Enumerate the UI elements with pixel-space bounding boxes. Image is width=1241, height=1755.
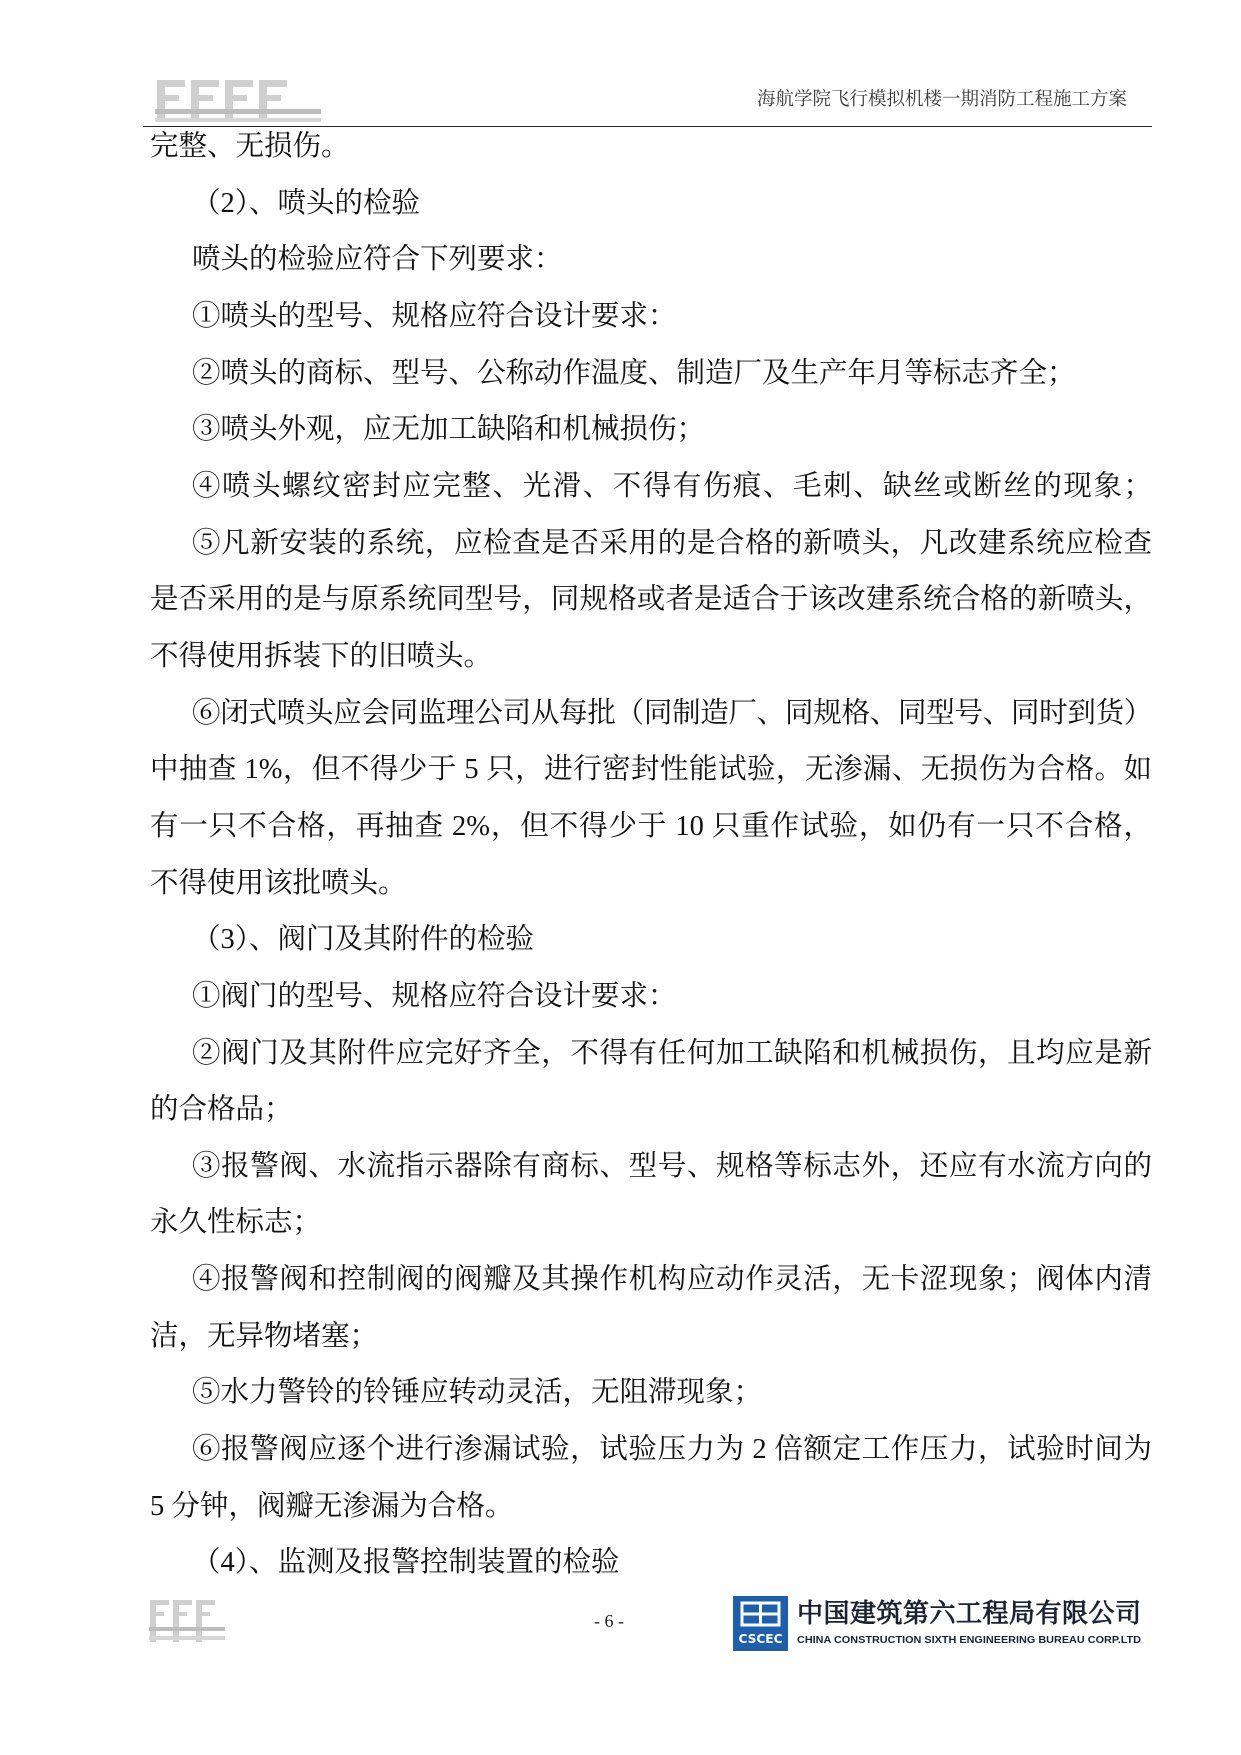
valve-item-6 <box>150 1422 1152 1535</box>
sprinkler-item-2 <box>150 346 1152 403</box>
valve-item-2 <box>150 1026 1152 1139</box>
text-line: 永久性标志； <box>150 1207 322 1239</box>
text-line: ④喷头螺纹密封应完整、光滑、不得有伤痕、毛刺、缺丝或断丝的现象； <box>192 470 1152 502</box>
sprinkler-item-5 <box>150 516 1152 686</box>
section-heading-monitoring-alarm-inspection <box>150 1535 1152 1592</box>
valve-item-4 <box>150 1252 1152 1365</box>
valve-item-5 <box>150 1365 1152 1422</box>
text-line: ⑤凡新安装的系统，应检查是否采用的是合格的新喷头，凡改建系统应检查 <box>192 527 1152 559</box>
section-heading-sprinkler-inspection <box>150 176 1152 233</box>
section-heading-valve-inspection <box>150 912 1152 969</box>
text-line: 不得使用拆装下的旧喷头。 <box>150 640 493 672</box>
text-line: ①喷头的型号、规格应符合设计要求： <box>192 300 677 332</box>
text-line: 中抽查 1%，但不得少于 5 只，进行密封性能试验，无渗漏、无损伤为合格。如 <box>150 754 1152 786</box>
text-line: ④报警阀和控制阀的阀瓣及其操作机构应动作灵活，无卡涩现象；阀体内清 <box>192 1264 1152 1296</box>
text-line: 5 分钟，阀瓣无渗漏为合格。 <box>150 1490 514 1522</box>
text-line: 洁，无异物堵塞； <box>150 1320 379 1352</box>
valve-item-3 <box>150 1139 1152 1252</box>
text-line: ⑥闭式喷头应会同监理公司从每批（同制造厂、同规格、同型号、同时到货） <box>192 697 1152 729</box>
valve-item-1 <box>150 969 1152 1026</box>
footer-logo-mark <box>149 1596 225 1644</box>
header-title: 海航学院飞行模拟机楼一期消防工程施工方案 <box>756 90 1127 110</box>
text-line: （2）、喷头的检验 <box>192 187 421 219</box>
text-line: 的合格品； <box>150 1094 293 1126</box>
text-line: ②喷头的商标、型号、公称动作温度、制造厂及生产年月等标志齐全； <box>192 357 1076 389</box>
text-line: 完整、无损伤。 <box>150 131 350 162</box>
text-line: ①阀门的型号、规格应符合设计要求： <box>192 980 677 1012</box>
text-line: 喷头的检验应符合下列要求： <box>192 244 563 276</box>
sprinkler-item-4 <box>150 459 1152 516</box>
text-line: ⑥报警阀应逐个进行渗漏试验，试验压力为 2 倍额定工作压力，试验时间为 <box>192 1434 1152 1466</box>
text-line: 是否采用的是与原系统同型号，同规格或者是适合于该改建系统合格的新喷头， <box>150 584 1152 616</box>
text-line: 有一只不合格，再抽查 2%，但不得少于 10 只重作试验，如仍有一只不合格， <box>150 810 1152 842</box>
sprinkler-item-1 <box>150 289 1152 346</box>
text-line: ②阀门及其附件应完好齐全，不得有任何加工缺陷和机械损伤，且均应是新 <box>192 1037 1152 1069</box>
text-line: ③报警阀、水流指示器除有商标、型号、规格等标志外，还应有水流方向的 <box>192 1150 1152 1182</box>
text-line: ⑤水力警铃的铃锤应转动灵活，无阻滞现象； <box>192 1377 763 1409</box>
text-line: ③喷头外观，应无加工缺陷和机械损伤； <box>192 414 706 446</box>
company-logo-text: CSCEC <box>738 1632 783 1646</box>
company-name-cn: 中国建筑第六工程局有限公司 <box>797 1599 1141 1629</box>
company-name-en: CHINA CONSTRUCTION SIXTH ENGINEERING BUREAU CORP.LTD <box>797 1635 1141 1646</box>
sprinkler-item-6 <box>150 686 1152 913</box>
text-line: （3）、阀门及其附件的检验 <box>192 924 535 956</box>
company-logo <box>733 1596 788 1651</box>
header-logo-mark <box>155 76 321 124</box>
text-line: 不得使用该批喷头。 <box>150 867 407 899</box>
continued-text <box>150 119 1152 176</box>
company-name-block <box>796 1596 1144 1650</box>
page-number: - 6 - <box>594 1611 624 1631</box>
text-line: （4）、监测及报警控制装置的检验 <box>192 1547 620 1579</box>
sprinkler-item-3 <box>150 402 1152 459</box>
sprinkler-requirements-intro <box>150 232 1152 289</box>
document-body <box>150 119 1152 1592</box>
